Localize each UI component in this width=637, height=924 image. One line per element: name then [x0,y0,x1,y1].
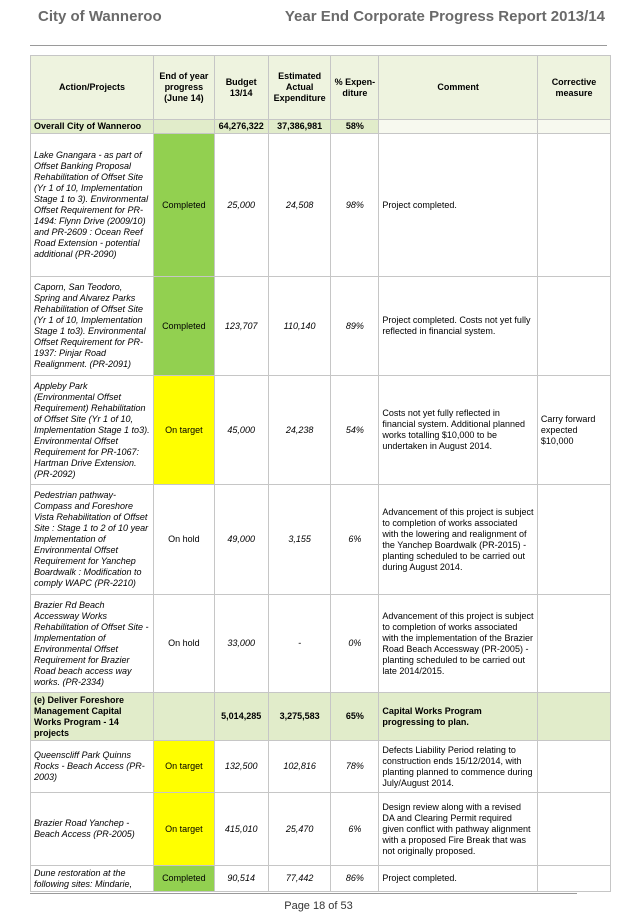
row-comment: Advancement of this project is subject to completion of works associated with the lowering and realignment of the Yanchep Boardwalk (PR-2015) - planting scheduled to be carried out during August 2014. [379,485,538,595]
row-corrective: Carry forward expected $10,000 [537,376,610,485]
row-estimated: 24,508 [268,134,331,277]
row-comment: Project completed. [379,866,538,892]
table-row [31,793,611,866]
row-budget: 90,514 [214,866,268,892]
row-estimated: 25,470 [268,793,331,866]
row-action: Brazier Rd Beach Accessway Works Rehabilitation of Offset Site - Implementation of Environmental Offset Requirement for Brazier Road beach access way works. (PR-2334) [31,595,154,693]
overall-corrective [537,120,610,134]
row-budget: 45,000 [214,376,268,485]
row-action: Caporn, San Teodoro, Spring and Alvarez Parks Rehabilitation of Offset Site (Yr 1 of 10, Implementation Stage 1 to3). Environmental Offset Requirement for PR-1937: Pinjar Road Realignment. (PR-2091) [31,277,154,376]
row-corrective [537,485,610,595]
row-corrective [537,866,610,892]
row-estimated: 24,238 [268,376,331,485]
row-pct: 86% [331,866,379,892]
row-comment: Design review along with a revised DA and Clearing Permit required given conflict with pathway alignment with a proposed Fire Break that was not originally proposed. [379,793,538,866]
row-action: Appleby Park (Environmental Offset Requirement) Rehabilitation of Offset Site (Yr 1 of 10, Implementation Stage 1 to3). Environmental Offset Requirement for PR-1067: Hartman Drive Extension. (PR-2092) [31,376,154,485]
row-pct: 0% [331,595,379,693]
row-status-badge: Completed [154,866,215,892]
page-number: Page 18 of 53 [284,900,353,912]
table-row [31,376,611,485]
row-action: Queenscliff Park Quinns Rocks - Beach Access (PR-2003) [31,741,154,793]
table-row [31,485,611,595]
overall-label: Overall City of Wanneroo [31,120,154,134]
row-action: Dune restoration at the following sites: Mindarie, [31,866,154,892]
table-row [31,595,611,693]
col-header-budget: Budget 13/14 [214,56,268,120]
table-row [31,741,611,793]
row-corrective [537,277,610,376]
section-progress [154,693,215,741]
row-pct: 6% [331,793,379,866]
row-estimated: - [268,595,331,693]
row-status-badge: On hold [154,595,215,693]
col-header-estimated: Estimated Actual Expenditure [268,56,331,120]
row-action: Pedestrian pathway- Compass and Foreshore Vista Rehabilitation of Offset Site : Stage 1 to 2 of 10 year Implementation of Environmental Offset Requirement for Yanchep Boardwalk : Modification to comply WAPC (PR-2210) [31,485,154,595]
row-status-badge: On target [154,793,215,866]
progress-table [30,55,611,892]
footer-divider [30,893,577,894]
row-corrective [537,793,610,866]
row-comment: Defects Liability Period relating to construction ends 15/12/2014, with planting planned to commence during July/August 2014. [379,741,538,793]
overall-budget: 64,276,322 [214,120,268,134]
row-status-badge: On target [154,376,215,485]
row-estimated: 110,140 [268,277,331,376]
row-status-badge: Completed [154,134,215,277]
col-header-pct: % Expen-diture [331,56,379,120]
section-budget: 5,014,285 [214,693,268,741]
overall-progress [154,120,215,134]
col-header-comment: Comment [379,56,538,120]
table-row [31,134,611,277]
row-action: Lake Gnangara - as part of Offset Banking Proposal Rehabilitation of Offset Site (Yr 1 of 10, Implementation Stage 1 to 3). Environmental Offset Requirement for PR-1494: Flynn Drive (2009/10) and PR-2609 : Ocean Reef Road Extension - potential additional (PR-2090) [31,134,154,277]
col-header-action: Action/Projects [31,56,154,120]
report-title: Year End Corporate Progress Report 2013/14 [284,8,605,25]
row-corrective [537,595,610,693]
overall-comment [379,120,538,134]
section-corrective [537,693,610,741]
row-action: Brazier Road Yanchep - Beach Access (PR-2005) [31,793,154,866]
row-estimated: 77,442 [268,866,331,892]
row-status-badge: On hold [154,485,215,595]
section-label: (e) Deliver Foreshore Management Capital Works Program - 14 projects [31,693,154,741]
overall-row [31,120,611,134]
report-org-title: City of Wanneroo [38,8,162,25]
header-divider [30,45,607,46]
col-header-corrective: Corrective measure [537,56,610,120]
section-row [31,693,611,741]
row-comment: Project completed. Costs not yet fully reflected in financial system. [379,277,538,376]
table-row [31,866,611,892]
row-budget: 132,500 [214,741,268,793]
row-budget: 25,000 [214,134,268,277]
row-status-badge: On target [154,741,215,793]
overall-pct: 58% [331,120,379,134]
row-corrective [537,134,610,277]
row-pct: 54% [331,376,379,485]
row-budget: 33,000 [214,595,268,693]
row-pct: 78% [331,741,379,793]
section-comment: Capital Works Program progressing to plan. [379,693,538,741]
row-estimated: 102,816 [268,741,331,793]
row-corrective [537,741,610,793]
section-pct: 65% [331,693,379,741]
col-header-progress: End of year progress (June 14) [154,56,215,120]
table-row [31,277,611,376]
row-pct: 6% [331,485,379,595]
row-budget: 123,707 [214,277,268,376]
table-header-row [31,56,611,120]
row-budget: 415,010 [214,793,268,866]
section-estimated: 3,275,583 [268,693,331,741]
row-estimated: 3,155 [268,485,331,595]
row-comment: Costs not yet fully reflected in financial system. Additional planned works totalling $10,000 to be undertaken in August 2014. [379,376,538,485]
row-budget: 49,000 [214,485,268,595]
row-status-badge: Completed [154,277,215,376]
row-comment: Advancement of this project is subject to completion of works associated with the implementation of the Brazier Road Beach Accessway (PR-2005) - planting scheduled to be carried out late 2014/2015. [379,595,538,693]
row-pct: 89% [331,277,379,376]
overall-estimated: 37,386,981 [268,120,331,134]
row-pct: 98% [331,134,379,277]
row-comment: Project completed. [379,134,538,277]
